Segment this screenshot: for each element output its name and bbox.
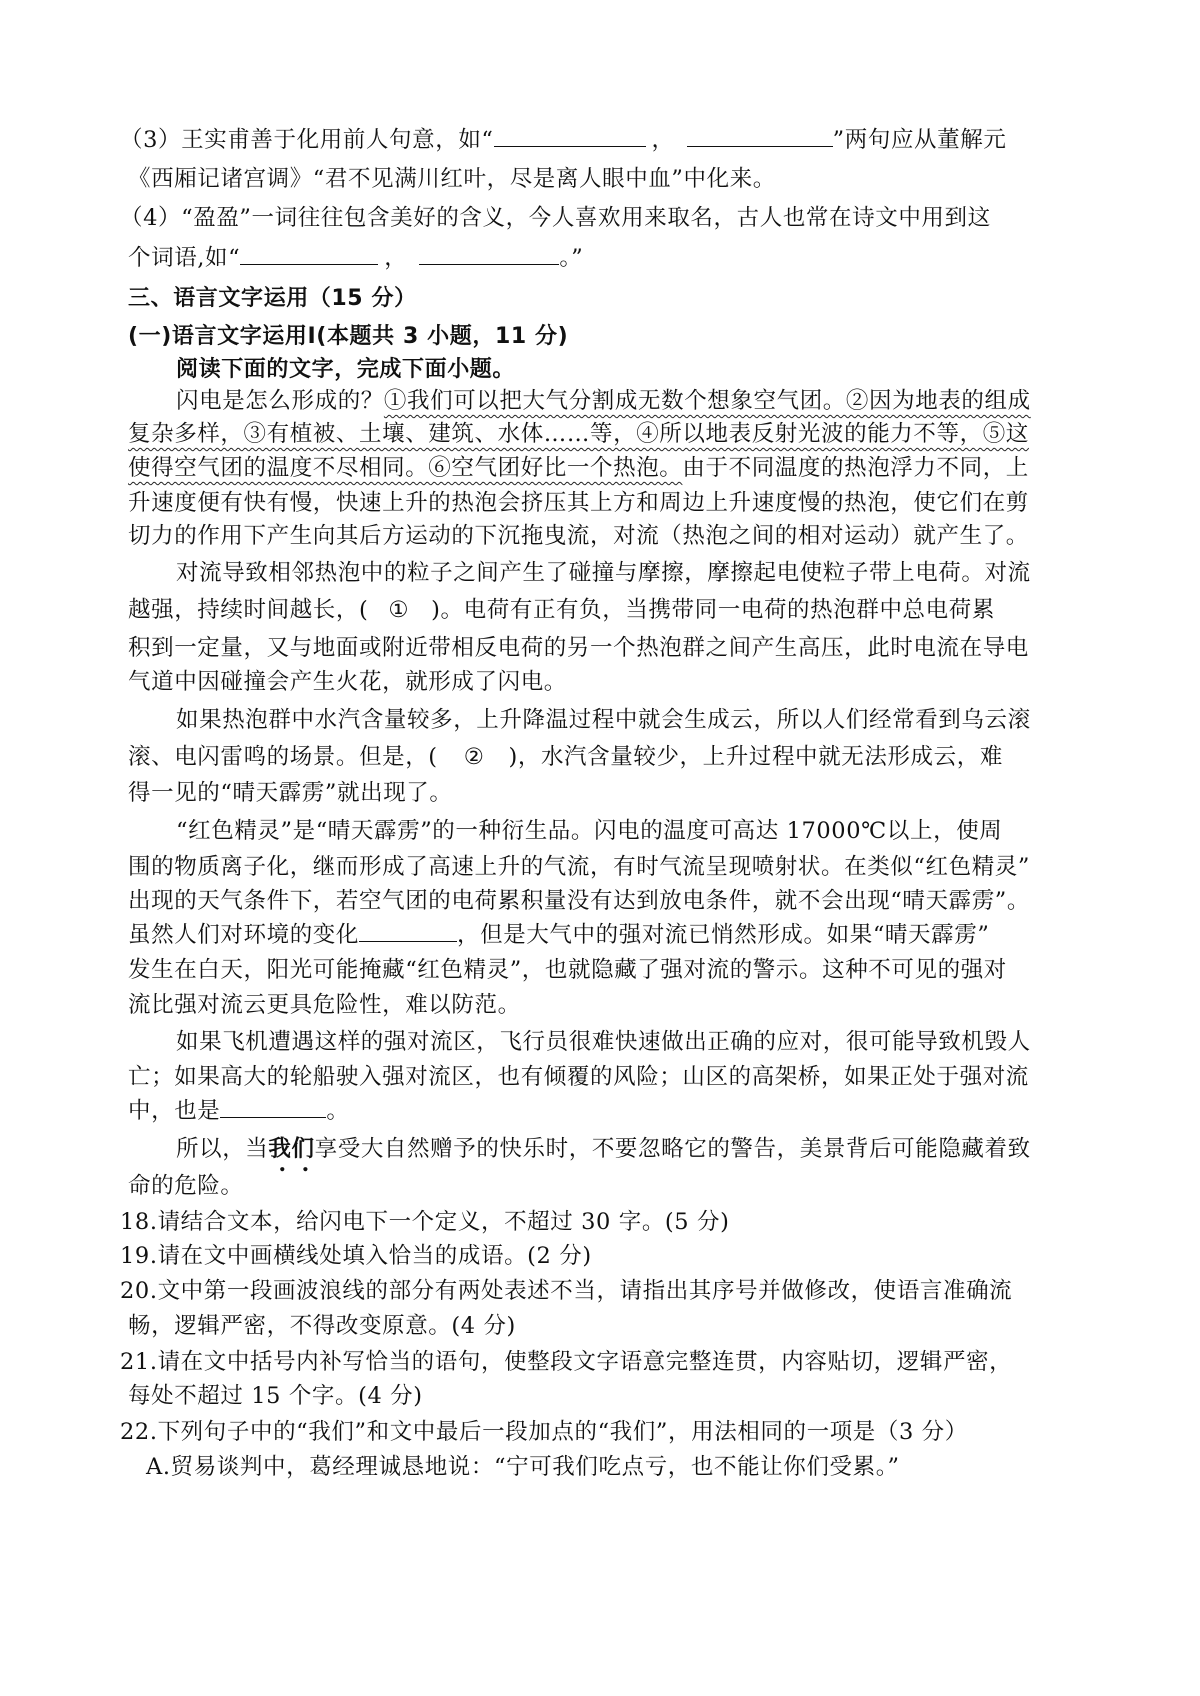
fill-slot-1[interactable]: ① [388,597,410,623]
q3-blank-1[interactable] [494,124,646,147]
emphasis-dot-char: 我 [268,1136,292,1162]
question-22-option-a[interactable]: A.贸易谈判中，葛经理诚恳地说：“宁可我们吃点亏，也不能让你们受累。” [146,1454,900,1480]
para1-line3: 使得空气团的温度不尽相同。⑥空气团好比一个热泡。由于不同温度的热泡浮力不同，上 [128,455,1029,481]
subsection-1-title: (一)语言文字运用Ⅰ(本题共 3 小题，11 分) [128,324,569,349]
para2-line2: 越强，持续时间越长，( ① )。电荷有正有负，当携带同一电荷的热泡群中总电荷累 [128,597,995,623]
q4-line2: 个词语,如“ ， 。” [128,242,1078,275]
question-20-line1: 20.文中第一段画波浪线的部分有两处表述不当，请指出其序号并做修改，使语言准确流 [120,1278,1013,1304]
para4-line1: “红色精灵”是“晴天霹雳”的一种衍生品。闪电的温度可高达 17000℃以上，使周 [176,818,1003,844]
idiom-blank-2[interactable] [220,1095,326,1118]
idiom-blank-1[interactable] [359,919,457,942]
q4-blank-1[interactable] [240,242,378,265]
question-22: 22.下列句子中的“我们”和文中最后一段加点的“我们”，用法相同的一项是（3 分） [120,1419,968,1445]
wavy-underlined-text: 使得空气团的温度不尽相同。⑥空气团好比一个热泡。 [128,455,683,481]
q4-blank-2[interactable] [419,242,559,265]
wavy-underlined-text: ①我们可以把大气分割成无数个想象空气团。②因为地表的组成 [383,388,1031,414]
question-21-line1: 21.请在文中括号内补写恰当的语句，使整段文字语意完整连贯，内容贴切，逻辑严密， [120,1349,1013,1375]
para2-line3: 积到一定量，又与地面或附近带相反电荷的另一个热泡群之间产生高压，此时电流在导电 [128,635,1029,661]
question-19: 19.请在文中画横线处填入恰当的成语。(2 分) [120,1243,592,1269]
para1-line2 [128,418,1078,451]
para1-line1: 闪电是怎么形成的？①我们可以把大气分割成无数个想象空气团。②因为地表的组成 [176,388,1031,414]
para5-line1: 如果飞机遭遇这样的强对流区，飞行员很难快速做出正确的应对，很可能导致机毁人 [176,1029,1031,1055]
para1-line4: 升速度便有快有慢，快速上升的热泡会挤压其上方和周边上升速度慢的热泡，使它们在剪 [128,490,1029,516]
q3-line1: （3）王实甫善于化用前人句意，如“ ， ”两句应从董解元 [120,124,1070,157]
q3-blank-2[interactable] [687,124,833,147]
para4-line2: 围的物质离子化，继而形成了高速上升的气流，有时气流呈现喷射状。在类似“红色精灵” [128,854,1031,880]
para1-line5: 切力的作用下产生向其后方运动的下沉拖曳流，对流（热泡之间的相对运动）就产生了。 [128,523,1029,549]
question-18: 18.请结合文本，给闪电下一个定义，不超过 30 字。(5 分) [120,1209,730,1235]
fill-slot-2[interactable]: ② [463,744,485,770]
section-3-title: 三、语言文字运用（15 分） [128,286,417,311]
para2-line4: 气道中因碰撞会产生火花，就形成了闪电。 [128,669,567,695]
para5-line2: 亡；如果高大的轮船驶入强对流区，也有倾覆的风险；山区的高架桥，如果正处于强对流 [128,1064,1029,1090]
reading-instruction: 阅读下面的文字，完成下面小题。 [176,357,516,382]
para3-line1: 如果热泡群中水汽含量较多，上升降温过程中就会生成云，所以人们经常看到乌云滚 [176,707,1031,733]
para4-line4: 虽然人们对环境的变化 ，但是大气中的强对流已悄然形成。如果“晴天霹雳” [128,919,1078,952]
para2-line1: 对流导致相邻热泡中的粒子之间产生了碰撞与摩擦，摩擦起电使粒子带上电荷。对流 [176,560,1031,586]
para4-line6: 流比强对流云更具危险性，难以防范。 [128,992,521,1018]
para3-line2: 滚、电闪雷鸣的场景。但是，( ② )，水汽含量较少，上升过程中就无法形成云，难 [128,744,1003,770]
para6-line1: 所以，当我们享受大自然赠予的快乐时，不要忽略它的警告，美景背后可能隐藏着致 [176,1136,1031,1162]
para4-line5: 发生在白天，阳光可能掩藏“红色精灵”，也就隐藏了强对流的警示。这种不可见的强对 [128,957,1007,983]
emphasis-dot-char: 们 [291,1136,315,1162]
question-20-line2: 畅，逻辑严密，不得改变原意。(4 分) [128,1313,516,1339]
para6-line2: 命的危险。 [128,1173,244,1199]
para4-line3: 出现的天气条件下，若空气团的电荷累积量没有达到放电条件，就不会出现“晴天霹雳”。 [128,888,1031,914]
para5-line3: 中，也是 。 [128,1095,1078,1128]
q3-line2: 《西厢记诸宫调》“君不见满川红叶，尽是离人眼中血”中化来。 [128,166,776,192]
question-21-line2: 每处不超过 15 个字。(4 分) [128,1383,423,1409]
para3-line3: 得一见的“晴天霹雳”就出现了。 [128,780,453,806]
q4-line1: （4）“盈盈”一词往往包含美好的含义，今人喜欢用来取名，古人也常在诗文中用到这 [120,205,991,231]
wavy-underlined-text: 复杂多样，③有植被、土壤、建筑、水体……等，④所以地表反射光波的能力不等，⑤这 [128,421,1029,447]
